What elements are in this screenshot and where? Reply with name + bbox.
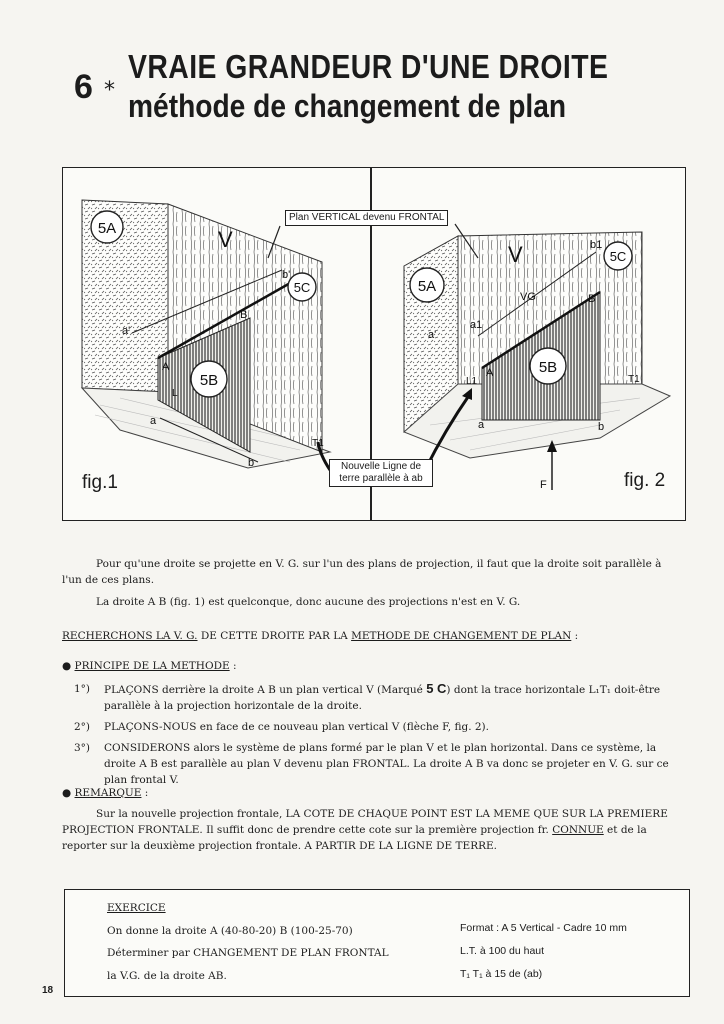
callout-ligne-terre xyxy=(329,459,433,487)
fig1-label-a-prime: a' xyxy=(122,325,131,337)
fig1-label-5a: 5A xyxy=(97,220,117,237)
fig2-label-5b: 5B xyxy=(538,359,558,376)
heading-part-b: DE CETTE DROITE PAR LA xyxy=(197,630,352,642)
principe-colon: : xyxy=(229,660,237,672)
list-item-number: 2°) xyxy=(74,721,91,733)
heading-part-a: RECHERCHONS LA V. G. xyxy=(62,630,198,642)
remarque-heading xyxy=(62,785,674,801)
principe-list xyxy=(74,681,676,793)
fig1-label-t1: T1 xyxy=(312,438,324,449)
fig1-caption: fig.1 xyxy=(82,472,118,493)
callout-plan-vertical: Plan VERTICAL devenu FRONTAL xyxy=(285,210,448,226)
paragraph-intro: Pour qu'une droite se projette en V. G. sur l'un des plans de projection, il faut que la droite soit parallèle à l'un de ces plans. xyxy=(62,558,662,586)
exercise-format: Format : A 5 Vertical - Cadre 10 mm xyxy=(460,922,627,934)
fig2-label-5c: 5C xyxy=(609,249,627,264)
exercise-line1: On donne la droite A (40-80-20) B (100-25-70) xyxy=(107,925,353,937)
fig2-label-b1: b1 xyxy=(590,239,603,251)
fig1-label-a: a xyxy=(150,415,157,427)
page-title: VRAIE GRANDEUR D'UNE DROITE xyxy=(128,48,609,85)
heading-part-c: METHODE DE CHANGEMENT DE PLAN xyxy=(351,630,572,642)
fig2-label-5a: 5A xyxy=(417,278,437,295)
callout-ligne-terre-line2: terre parallèle à ab xyxy=(339,473,423,484)
fig2-label-f: F xyxy=(540,479,547,491)
fig2-label-a: a xyxy=(478,419,485,431)
bullet-icon: ● xyxy=(62,660,72,672)
page-number: 18 xyxy=(42,985,54,996)
fig1-label-B: B xyxy=(240,309,248,321)
item1-text-a: PLAÇONS derrière la droite A B un plan vertical V (Marqué xyxy=(104,684,427,696)
fig1-label-b-prime: b' xyxy=(282,269,291,281)
page-subtitle: méthode de changement de plan xyxy=(128,88,567,124)
fig2-label-A: A xyxy=(486,367,494,379)
principe-label: PRINCIPE DE LA METHODE xyxy=(74,660,230,672)
exercise-title: EXERCICE xyxy=(107,902,166,914)
remarque-connue: CONNUE xyxy=(552,824,604,836)
item3-text: CONSIDERONS alors le système de plans formé par le plan V et le plan horizontal. Dans ce système, la droite A B est parallèle au plan V devenu plan FRONTAL. La droite A B va donc se projeter en V. G. sur ce plan frontal V. xyxy=(104,742,669,786)
remarque-text-a: Sur la nouvelle projection frontale, LA COTE DE CHAQUE POINT EST LA MEME QUE SUR LA PREMIERE PROJECTION FRONTALE. Il suffit donc de prendre cette cote sur la première projection fr. xyxy=(62,808,668,836)
remarque-colon: : xyxy=(141,787,149,799)
fig2-caption: fig. 2 xyxy=(624,470,666,491)
paragraph-remarque xyxy=(62,806,674,854)
item1-text-c: ) dont la trace horizontale L₁T₁ doit-être parallèle à la projection horizontale de la droite. xyxy=(104,684,661,712)
exercise-t1t1: T₁ T₁ à 15 de (ab) xyxy=(460,968,543,980)
heading-part-d: : xyxy=(571,630,579,642)
list-item xyxy=(74,719,676,735)
fig2-label-a-prime: a' xyxy=(428,329,437,341)
fig2-label-b: b xyxy=(598,421,605,433)
fig1-label-A: A xyxy=(162,361,170,373)
fig2-label-t1: T1 xyxy=(628,374,640,385)
section-number: 6 xyxy=(74,68,94,106)
fig2-label-a1: a1 xyxy=(470,319,483,331)
exercise-line3: la V.G. de la droite AB. xyxy=(107,970,227,982)
fig2-label-B: B xyxy=(588,293,596,305)
fig1-label-5b: 5B xyxy=(199,372,219,389)
callout-ligne-terre-line1: Nouvelle Ligne de xyxy=(340,461,422,472)
fig1-label-5c: 5C xyxy=(293,280,311,295)
exercise-box xyxy=(64,889,690,997)
paragraph-ab-quelconque: La droite A B (fig. 1) est quelconque, donc aucune des projections n'est en V. G. xyxy=(96,596,521,608)
list-item xyxy=(74,740,676,788)
list-item-number: 3°) xyxy=(74,742,91,754)
heading-recherchons xyxy=(62,628,674,644)
remarque-label: REMARQUE xyxy=(74,787,142,799)
principe-heading xyxy=(62,658,674,674)
bullet-icon: ● xyxy=(62,787,72,799)
fig2-label-vg: VG xyxy=(520,291,536,303)
exercise-line2: Déterminer par CHANGEMENT DE PLAN FRONTAL xyxy=(107,947,389,959)
remarque-text-c: et de la reporter sur la deuxième projection frontale. A PARTIR DE LA LIGNE DE TERRE. xyxy=(62,824,647,852)
item2-text: PLAÇONS-NOUS en face de ce nouveau plan vertical V (flèche F, fig. 2). xyxy=(104,721,489,733)
fig2-label-l1: L1 xyxy=(466,376,478,387)
fig2-label-v: V xyxy=(508,242,523,267)
item1-mark-5c: 5 C xyxy=(426,681,447,696)
exercise-lt: L.T. à 100 du haut xyxy=(460,945,545,957)
list-item-number: 1°) xyxy=(74,683,91,695)
list-item xyxy=(74,681,676,714)
section-star: * xyxy=(104,78,115,103)
fig1-label-v: V xyxy=(218,227,233,252)
fig1-label-b: b xyxy=(248,457,255,469)
fig1-label-l: L xyxy=(172,388,178,399)
